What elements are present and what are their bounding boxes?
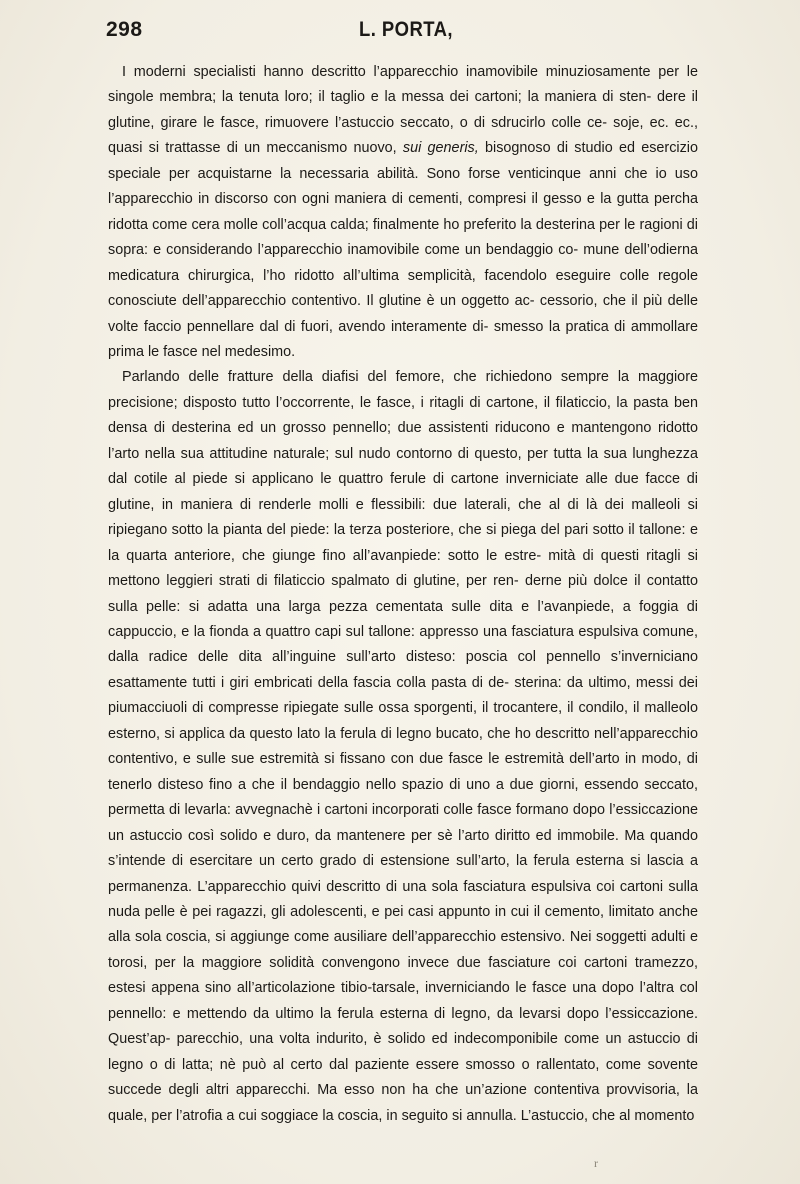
paragraph-1-latin-phrase: sui generis, [402,140,479,157]
paragraph-1 [108,60,698,365]
paragraph-1-text-start: I moderni specialisti hanno descritto l’apparecchio inamovibile minuziosamente per le singole membra; la tenuta loro; il taglio e la messa dei cartoni; la maniera di sten- dere il glutine, girare le fasce, rimuovere l’astuccio seccato, o di sdrucirlo colle ce- soje, ec. ec., quasi si trattasse di un meccanismo nuovo, [108,64,698,157]
running-head: L. PORTA, [359,18,453,41]
signature-mark: r [594,1156,598,1170]
page-header [106,16,706,52]
paragraph-2: Parlando delle fratture della diafisi del femore, che richiedono sempre la maggiore precisione; disposto tutto l’occorrente, le fasce, i ritagli di cartone, il filaticcio, la pasta ben densa di desterina ed un grosso pennello; due assistenti riducono e mantengono ridotto l’arto nella sua attitudine naturale; sul nudo contorno di questo, per tutta la sua lunghezza dal cotile al piede si applicano le quattro ferule di cartone inverniciate alle due facce di glutine, in maniera di renderle molli e flessibili: due laterali, che al di là dei malleoli si ripiegano sotto la pianta del piede: la terza posteriore, che si piega del pari sotto il tallone: e la quarta anteriore, che giunge fino all’avanpiede: sotto le estre- mità di questi ritagli si mettono leggieri strati di filaticcio spalmato di glutine, per ren- derne più dolce il contatto sulla pelle: si adatta una larga pezza cementata sulle dita e l’avanpiede, a foggia di cappuccio, e la fionda a quattro capi sul tallone: appresso una fasciatura espulsiva comune, dalla radice delle dita all’inguine sull’arto disteso: poscia col pennello s’inverniciano esattamente tutti i giri embricati della fascia colla pasta di de- sterina: da ultimo, messi dei piumacciuoli di compresse ripiegate sulle ossa sporgenti, il trocantere, il condilo, il malleolo esterno, si applica da questo lato la ferula di legno bucato, che ho descritto nell’apparecchio contentivo, e sulle sue estremità si fissano con due fasce le estremità dell’arto in modo, di tenerlo disteso fino a che il bendaggio nello spazio di uno a due giorni, essendo seccato, permetta di levarla: avvegnachè i cartoni incorporati colle fasce formano dopo l’essiccazione un astuccio così solido e duro, da mantenere per sè l’arto diritto ed immobile. Ma quando s’intende di esercitare un certo grado di estensione sull’arto, la ferula esterna si lascia a permanenza. L’apparecchio quivi descritto di una sola fasciatura espulsiva coi cartoni sulla nuda pelle è pei ragazzi, gli adolescenti, e pei casi appunto in cui il cemento, limitato anche alla sola coscia, si aggiunge come ausiliare dell’apparecchio estensivo. Nei soggetti adulti e torosi, per la maggiore solidità convengono invece due fasciature coi cartoni tramezzo, estesi appena sino all’articolazione tibio-tarsale, inverniciando le fasce una dopo l’altra col pennello: e mettendo da ultimo la ferula esterna di legno, da levarsi dopo l’essiccazione. Quest’ap- parecchio, una volta indurito, è solido ed indecomponibile come un astuccio di legno o di latta; nè può al certo dal paziente essere smosso o rallentato, come sovente succede degli altri apparecchi. Ma esso non ha che un’azione contentiva provvisoria, la quale, per l’atrofia a cui soggiace la coscia, in seguito si annulla. L’astuccio, che al momento [108,369,698,1124]
page-number: 298 [106,18,143,41]
paragraph-1-text-end: bisognoso di studio ed esercizio speciale per acquistarne la necessaria abilità. Sono forse venticinque anni che io uso l’apparecchio in discorso con ogni maniera di cementi, compresi il gesso e la gutta percha ridotta come cera molle coll’acqua calda; finalmente ho preferito la desterina per le ragioni di sopra: e considerando l’apparecchio inamovibile come un bendaggio co- mune dell’odierna medicatura chirurgica, l’ho ridotto all’ultima semplicità, facendolo eseguire colle regole conosciute dell’apparecchio contentivo. Il glutine è un oggetto ac- cessorio, che il più delle volte faccio pennellare dal di fuori, avendo interamente di- smesso la pratica di ammollare prima le fasce nel medesimo. [108,140,698,360]
body-text [108,60,698,1129]
